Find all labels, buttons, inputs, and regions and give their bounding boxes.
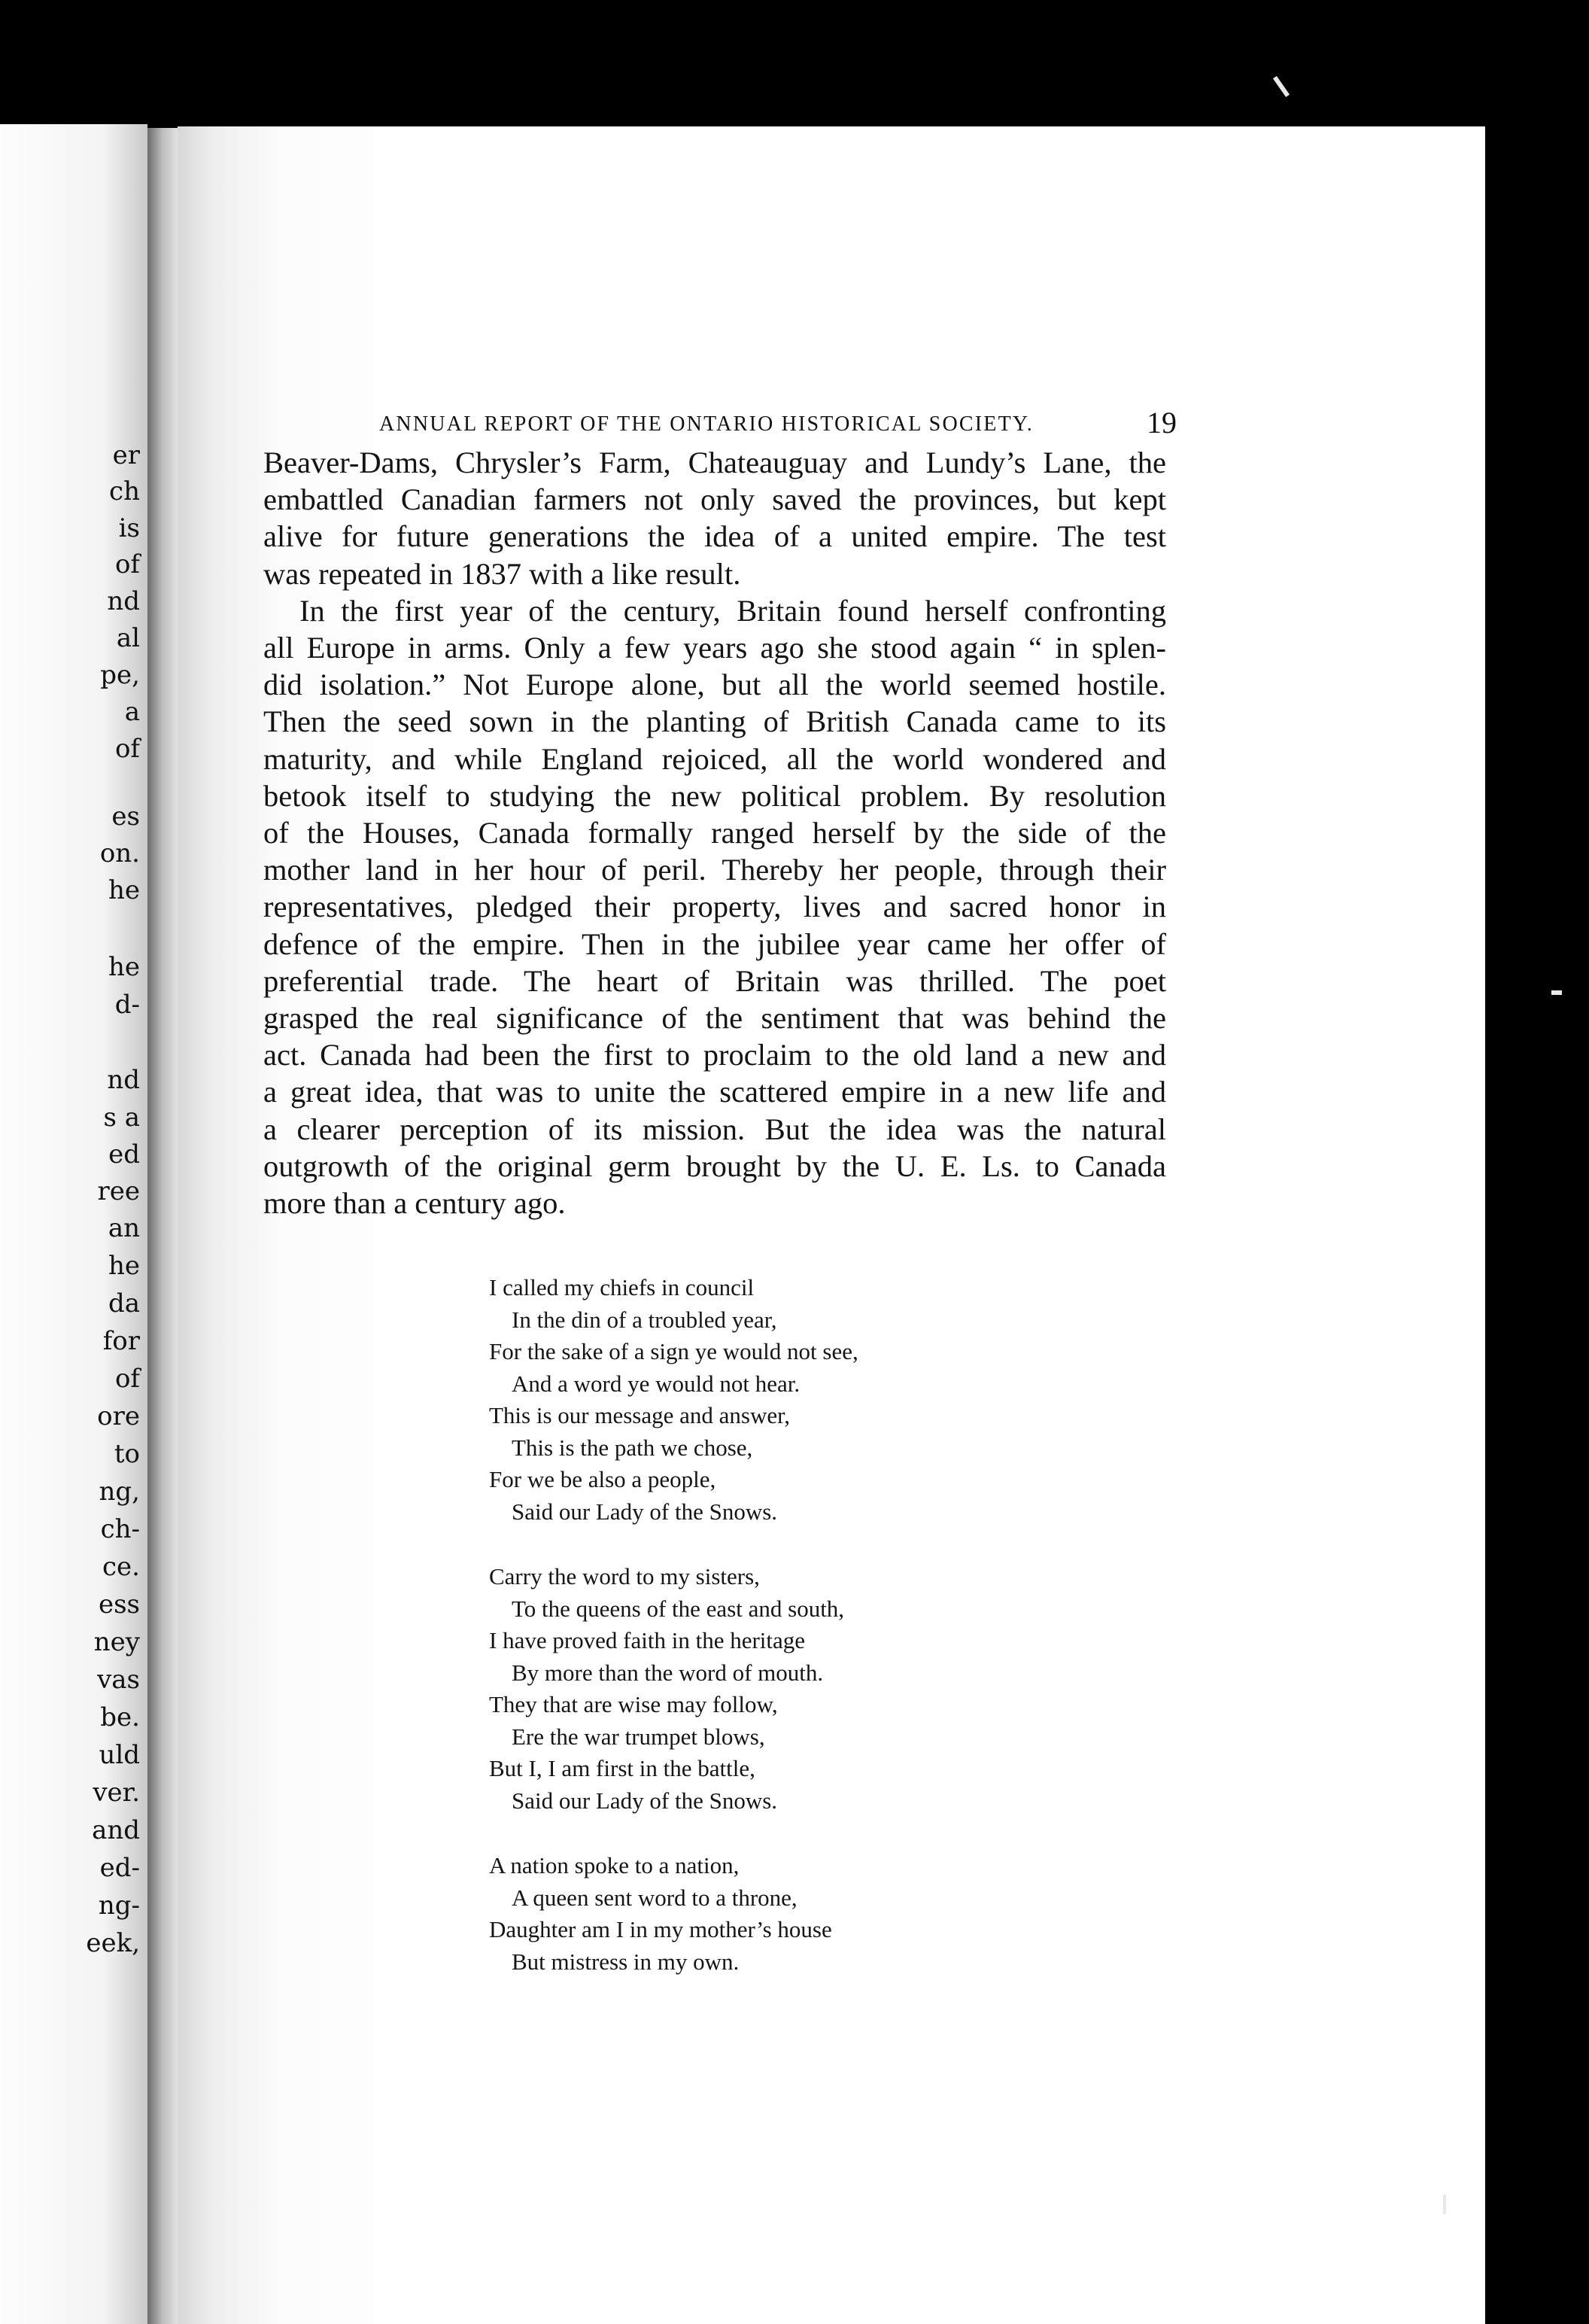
poem-line: They that are wise may follow, xyxy=(489,1691,778,1717)
poem-line: By more than the word of mouth. xyxy=(512,1659,824,1686)
text-line: embattled Canadian farmers not only saved the provinces, but kept xyxy=(263,482,1166,517)
scan-speck xyxy=(1273,76,1290,97)
text-line: preferential trade. The heart of Britain was thrilled. The poet xyxy=(263,963,1166,998)
text-line: a clearer perception of its mission. But the idea was the natural xyxy=(263,1112,1166,1146)
left-fragment: he xyxy=(108,1251,140,1281)
left-fragment: ore xyxy=(97,1401,140,1431)
poem-line: And a word ye would not hear. xyxy=(512,1370,801,1397)
left-fragment: d- xyxy=(114,990,140,1020)
poem-line: Said our Lady of the Snows. xyxy=(512,1498,778,1525)
left-fragment: of xyxy=(114,1364,140,1394)
text-line: In the first year of the century, Britain found herself confronting xyxy=(299,593,1166,628)
left-fragment: da xyxy=(108,1288,140,1319)
left-fragment: s a xyxy=(103,1103,140,1133)
poem-line: But mistress in my own. xyxy=(512,1948,740,1975)
left-fragment: ce. xyxy=(102,1552,140,1582)
running-head: ANNUAL REPORT OF THE ONTARIO HISTORICAL SOCIETY. xyxy=(379,412,1034,436)
left-fragment: er xyxy=(112,440,140,470)
text-line: Then the seed sown in the planting of British Canada came to its xyxy=(263,704,1166,739)
left-fragment: he xyxy=(108,952,140,982)
text-line: was repeated in 1837 with a like result. xyxy=(263,556,741,591)
left-fragment: nd xyxy=(107,586,140,616)
text-line: of the Houses, Canada formally ranged herself by the side of the xyxy=(263,816,1166,850)
left-facing-page xyxy=(0,124,147,2324)
left-fragment: eek, xyxy=(86,1928,140,1958)
left-fragment: an xyxy=(108,1213,140,1243)
text-line: more than a century ago. xyxy=(263,1186,566,1221)
poem xyxy=(489,1272,1016,2011)
text-line: a great idea, that was to unite the scattered empire in a new life and xyxy=(263,1075,1166,1109)
text-line: did isolation.” Not Europe alone, but all the world seemed hostile. xyxy=(263,668,1166,702)
poem-line: I have proved faith in the heritage xyxy=(489,1627,806,1653)
scan-speck xyxy=(1551,990,1562,995)
left-fragment: a xyxy=(124,697,140,727)
poem-line: Carry the word to my sisters, xyxy=(489,1563,760,1589)
left-fragment: vas xyxy=(97,1665,140,1695)
left-fragment: es xyxy=(111,802,140,832)
left-fragment: uld xyxy=(99,1740,140,1770)
left-fragment: ch xyxy=(109,476,140,506)
paragraph xyxy=(263,592,1166,1221)
poem-line: A queen sent word to a throne, xyxy=(512,1884,798,1911)
poem-line: For we be also a people, xyxy=(489,1466,716,1492)
text-line: alive for future generations the idea of a united empire. The test xyxy=(263,519,1166,554)
left-fragment: ney xyxy=(93,1627,140,1657)
left-fragment: ch- xyxy=(100,1514,140,1544)
left-fragment: he xyxy=(108,875,140,905)
poem-line: But I, I am first in the battle, xyxy=(489,1755,755,1781)
text-line: act. Canada had been the first to proclaim to the old land a new and xyxy=(263,1038,1166,1072)
left-fragment: for xyxy=(102,1326,140,1356)
left-fragment: ed- xyxy=(99,1853,140,1883)
page-number: 19 xyxy=(1147,406,1177,440)
left-fragment: ng, xyxy=(99,1477,140,1507)
poem-line: This is our message and answer, xyxy=(489,1402,790,1428)
left-fragment: ed xyxy=(108,1139,140,1170)
text-line: defence of the empire. Then in the jubilee year came her offer of xyxy=(263,926,1166,961)
left-fragment: ree xyxy=(97,1176,140,1206)
poem-line: This is the path we chose, xyxy=(512,1434,753,1461)
scan-speck xyxy=(1443,2195,1446,2214)
text-line: all Europe in arms. Only a few years ago she stood again “ in splen- xyxy=(263,631,1166,665)
text-line: mother land in her hour of peril. Thereby her people, through their xyxy=(263,853,1166,887)
poem-stanza xyxy=(489,1561,1016,1817)
text-line: outgrowth of the original germ brought by the U. E. Ls. to Canada xyxy=(263,1148,1166,1183)
left-fragment: of xyxy=(114,549,140,579)
left-fragment: and xyxy=(92,1815,140,1845)
poem-line: I called my chiefs in council xyxy=(489,1274,755,1300)
text-line: grasped the real significance of the sentiment that was behind the xyxy=(263,1001,1166,1036)
book-gutter-shadow xyxy=(147,128,181,2324)
left-fragment: al xyxy=(116,623,140,653)
body-text xyxy=(263,444,1166,1221)
left-fragment: ess xyxy=(98,1589,140,1620)
poem-line: Said our Lady of the Snows. xyxy=(512,1787,778,1814)
poem-stanza xyxy=(489,1272,1016,1528)
text-line: Beaver-Dams, Chrysler’s Farm, Chateauguay and Lundy’s Lane, the xyxy=(263,446,1166,479)
poem-line: Ere the war trumpet blows, xyxy=(512,1723,765,1750)
left-fragment: pe, xyxy=(100,660,140,690)
left-fragment: ver. xyxy=(93,1778,140,1808)
poem-stanza xyxy=(489,1850,1016,1978)
left-fragment: is xyxy=(118,513,140,543)
text-line: betook itself to studying the new political problem. By resolution xyxy=(263,778,1166,813)
paragraph xyxy=(263,444,1166,592)
left-fragment: ng- xyxy=(98,1891,140,1921)
left-fragment: be. xyxy=(100,1702,140,1732)
poem-line: Daughter am I in my mother’s house xyxy=(489,1916,832,1942)
left-fragment: on. xyxy=(99,838,140,868)
left-fragment: of xyxy=(114,734,140,764)
left-fragment: to xyxy=(114,1439,140,1469)
text-line: representatives, pledged their property, lives and sacred honor in xyxy=(263,890,1166,924)
poem-line: A nation spoke to a nation, xyxy=(489,1852,740,1878)
text-line: maturity, and while England rejoiced, all the world wondered and xyxy=(263,741,1166,776)
poem-line: In the din of a troubled year, xyxy=(512,1306,777,1333)
poem-line: For the sake of a sign ye would not see, xyxy=(489,1338,858,1364)
left-fragment: nd xyxy=(107,1065,140,1095)
poem-line: To the queens of the east and south, xyxy=(512,1595,845,1622)
